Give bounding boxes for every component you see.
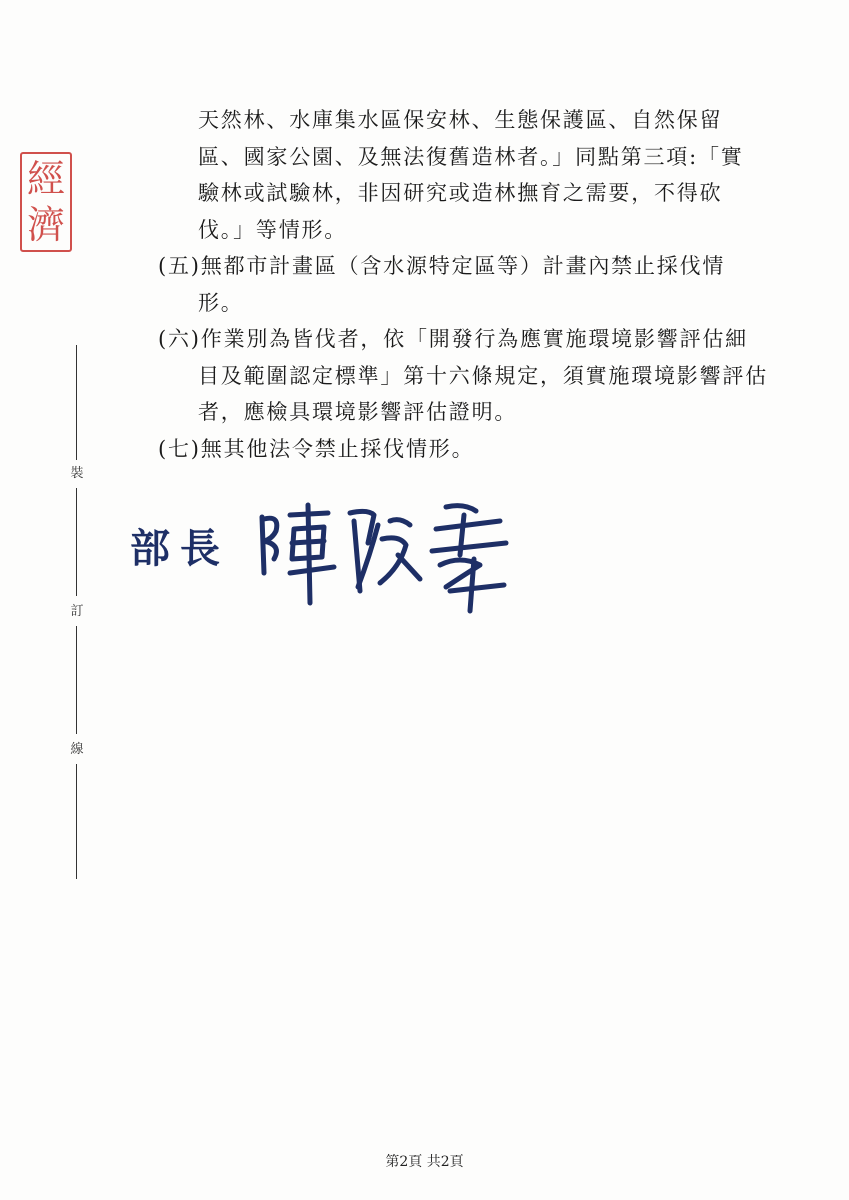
continuation-line: 區、國家公園、及無法復舊造林者。」同點第三項:「實 [198, 144, 744, 169]
continuation-line: 伐。」等情形。 [198, 217, 348, 242]
continuation-line: 天然林、水庫集水區保安林、生態保護區、自然保留 [198, 108, 723, 132]
list-item-seven: (七)無其他法令禁止採伐情形。 [158, 436, 475, 461]
continuation-line: 驗林或試驗林，非因研究或造林撫育之需要，不得砍 [198, 181, 723, 205]
seal-char-2: 濟 [26, 203, 65, 247]
official-seal [20, 152, 72, 252]
binding-line-segment [76, 764, 77, 879]
binding-char-xian: 線 [70, 742, 84, 757]
binding-char-ding: 訂 [70, 604, 84, 619]
page-number: 第2頁 共2頁 [385, 1154, 464, 1170]
seal-char-1: 經 [26, 157, 65, 201]
binding-line-segment [76, 626, 77, 734]
document-body [158, 102, 768, 467]
signature-block [130, 505, 550, 615]
binding-char-zhuang: 裝 [70, 466, 84, 481]
official-title: 部長 [130, 526, 230, 572]
binding-line-segment [76, 345, 77, 460]
handwritten-signature [250, 495, 550, 615]
binding-line-segment [76, 488, 77, 596]
list-item-five: (五)無都市計畫區（含水源特定區等）計畫內禁止採伐情形。 [158, 254, 726, 315]
list-item-six: (六)作業別為皆伐者，依「開發行為應實施環境影響評估細目及範圍認定標準」第十六條規定，須實施環境影響評估者，應檢具環境影響評估證明。 [158, 327, 768, 424]
